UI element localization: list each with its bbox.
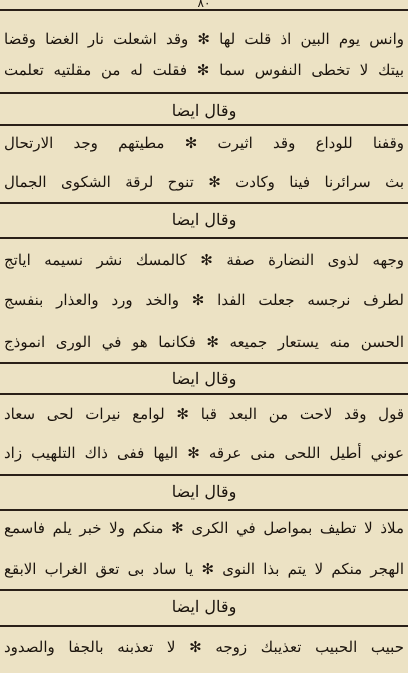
verse-text: وجهه لذوى النضارة صفة ✻ كالمسك نشر نسيمه اياتج [4, 251, 404, 269]
verse-line [0, 630, 408, 664]
verse-line [0, 397, 408, 431]
section-rule [0, 393, 408, 395]
section-rule [0, 474, 408, 476]
verse-text: بث سرائرنا فينا وكادت ✻ تنوح لرقة الشكوى الجمال [4, 173, 404, 191]
verse-line [0, 552, 408, 586]
page-number: ٨٠ [197, 0, 211, 10]
section-rule [0, 92, 408, 94]
verse-line [0, 22, 408, 56]
verse-text: ملاذ لا تطيف بمواصل في الكرى ✻ منكم ولا خبر يلم فاسمع [4, 519, 404, 537]
heading-text: وقال ايضا [171, 101, 237, 120]
verse-line [0, 165, 408, 199]
verse-line [0, 243, 408, 277]
heading-text: وقال ايضا [171, 597, 237, 616]
verse-text: حبيب الحبيب تعذيبك زوجه ✻ لا تعذبنه بالجفا والصدود [4, 638, 404, 656]
heading-text: وقال ايضا [171, 482, 237, 501]
verse-text: الحسن منه يستعار جميعه ✻ فكانما هو في الورى انموذج [4, 333, 404, 351]
section-rule [0, 202, 408, 204]
verse-text: وقفنا للوداع وقد اثيرت ✻ مطيتهم وجد الارتحال [4, 134, 404, 152]
verse-line [0, 126, 408, 160]
section-heading [0, 594, 408, 620]
verse-line [0, 283, 408, 317]
verse-text: وانس يوم البين اذ قلت لها ✻ وقد اشعلت نار الغضا وقضا [4, 30, 404, 48]
verse-text: قول وقد لاحت من البعد قبا ✻ لوامع نيرات لحى سعاد [4, 405, 404, 423]
section-rule [0, 237, 408, 239]
top-border-rule [0, 9, 408, 11]
verse-line [0, 325, 408, 359]
verse-text: عوني أطيل اللحى منى عرقه ✻ اليها ففى ذاك التلهيب زاد [4, 444, 404, 462]
section-rule [0, 625, 408, 627]
section-heading [0, 207, 408, 233]
verse-line [0, 53, 408, 87]
verse-text: بيتك لا تخطى النفوس سما ✻ فقلت له من مقلتيه تعلمت [4, 61, 404, 79]
section-heading [0, 479, 408, 505]
section-rule [0, 589, 408, 591]
verse-text: الهجر منكم لا يتم بذا النوى ✻ يا ساد بى تعق الغراب الابقع [4, 560, 404, 578]
verse-text: لطرف نرجسه جعلت الفدا ✻ والخد ورد والعذار بنفسج [4, 291, 404, 309]
section-rule [0, 362, 408, 364]
section-heading [0, 98, 408, 124]
heading-text: وقال ايضا [171, 210, 237, 229]
heading-text: وقال ايضا [171, 369, 237, 388]
verse-line [0, 436, 408, 470]
verse-line [0, 511, 408, 545]
section-heading [0, 366, 408, 392]
